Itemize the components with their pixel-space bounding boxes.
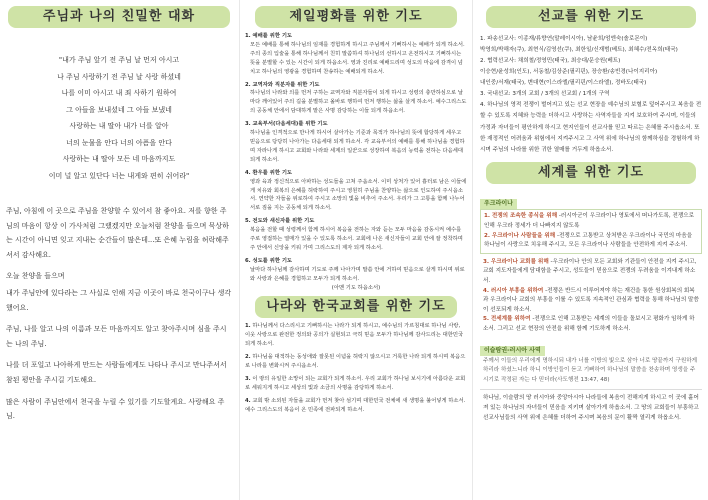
- nation-prayer-number: 4.: [245, 397, 251, 404]
- nation-prayer-item: [245, 397, 467, 415]
- devotion-title: 주님과 나의 친밀한 대화: [8, 6, 230, 28]
- prayer-item-body: 모든 예배를 통해 하나님의 임재를 경험하게 하시고 주님께서 기뻐하시는 예배가 되게 하소서. 주의 종의 입술을 통해 하나님께서 친히 말씀하셔 하나님의 선하시고 온전하시고 기뻐하시는 뜻을 분별할 수 있는 시간이 되게 하옵소서. 영과 진리로 예배드리며 성도의 마음에 감격이 넘치고 하나님의 영광을 경험하며 찬송하는 예배되게 하소서.: [250, 41, 465, 75]
- nation-prayer-item: [245, 375, 467, 393]
- ukraine-prayer-heading: 우크라이나 교회를 위해: [490, 258, 549, 265]
- prayer-item-body: 하나님의 나라와 의를 먼저 구하는 교역자와 직분자들이 되게 하시고 성령의 충만하심으로 날마다 깨어있어 주의 길을 분별하고 올바로 행하여 먼저 행하는 삶을 살게 하소서. 예수그리스도의 공동체 안에서 담대하게 맡은 사명 감당하는 이들 되게 하옵소서.: [250, 90, 467, 115]
- column-divider: [239, 0, 240, 500]
- nation-prayer-body: 교회 밖 소외된 자들을 교회가 먼저 찾아 섬기며 대한민국 전체에 새 생명을 불어넣게 하소서. 예수 그리스도의 복음이 온 민족에 전파되게 하소서.: [245, 397, 466, 413]
- lyric-line: 나 주님 사랑하기 전 주님 날 사랑 하셨네: [57, 72, 181, 81]
- lyric-line: 너의 눈물을 안다 너의 아픔을 안다: [66, 138, 172, 147]
- mission-line: 3. 국내선교: 3개의 교회 / 3개의 선교회 / 1개의 구역: [480, 91, 610, 97]
- ukraine-prayer-text: -전쟁으로 인해 고통받는 세계의 이들을 돌보시고 평화가 임하게 하소서. 그리고 선교 현장의 안전을 위해 함께 기도하게 하소서.: [483, 316, 695, 333]
- ukraine-prayer-text: -러시아군이 우크라이나 영토에서 떠나가도록, 전쟁으로 인해 우크라 정세가 더 나빠지지 않도록: [484, 213, 695, 230]
- prayer-item: [245, 32, 467, 77]
- ukraine-prayer-plain: [480, 256, 702, 337]
- prayer-item-title: 4. 환우를 위한 기도: [245, 169, 293, 176]
- nation-prayer-body: 하나님께서 다스리시고 기뻐하시는 나라가 되게 하시고, 예수님의 가르침대로 하나님 사랑, 이웃 사랑으로 완전한 정의와 공의가 실현되고 극히 믿음 모두가 하나님께 감사드리는 대한민국 되게 하소서.: [245, 323, 464, 348]
- lyrics-block: [6, 52, 232, 184]
- ukraine-prayer-item: [483, 258, 699, 287]
- prayer-item-body: 영과 육과 정신적으로 아파하는 성도들을 고쳐 주옵소서. 이미 상처가 있어 흉터로 남은 이들에게 치유와 회복의 은혜를 허락하여 주시고 영원히 주님을 찬양하는 삶으로 인도하여 주시옵소서. 연약한 자들을 위로하여 주시고 소망의 빛을 비추어 주소서. 우리가 그 고통을 함께 나누어 서로 짐을 지는 공동체 되게 하소서.: [250, 178, 467, 212]
- prayer-item: [245, 257, 467, 293]
- lyric-line: 사랑하는 내 딸아 내가 너를 알아: [69, 122, 169, 130]
- ukraine-prayer-box: [480, 209, 702, 253]
- scripture-verse: 주께서 이들의 우리에게 명하시되 내가 너를 이방의 빛으로 삼아 너로 땅끝까지 구원하게 하리라 하셨느니라 하니 이방인들이 듣고 기뻐하여 하나님의 말씀을 찬송하며 영생을 주시기로 작정된 자는 다 믿더라(사도행전 13:47, 48): [483, 357, 698, 383]
- nation-prayer-number: 1.: [245, 323, 251, 330]
- nation-prayer-item: [245, 353, 467, 371]
- devotion-paragraph: 오늘 찬양을 들으며: [6, 272, 65, 281]
- ukraine-prayer-text: -전쟁으로 고통받고 상처받은 우크라이나 국민의 마음을 하나님이 사랑으로 치유해 주시고, 모든 우크라이나 사람들을 안전하게 지켜 주소서.: [484, 232, 693, 249]
- ukraine-prayer-text: -우크라이나 안의 모든 교회와 기관들이 안전을 지켜 주시고, 교회 지도자들에게 담대함을 주시고, 성도들이 믿음으로 전쟁의 두려움을 이겨내게 하소서.: [483, 258, 697, 285]
- ukraine-prayer-text: -전쟁은 반드시 이루어져야 하는 재건을 통한 원상회복의 회복과 우크라이나 교회의 부흥을 이룰 수 있도록 지속적인 관심과 협력을 통해 하나님의 말씀이 선포되게 하소서.: [483, 287, 699, 313]
- lyric-line: 나를 이미 아시고 내 죄 사하기 원하여: [61, 89, 177, 97]
- prayer-item: [245, 169, 467, 214]
- mission-line: 4. 하나님의 영적 전쟁이 벌어지고 있는 선교 현장을 예수님의 보혈로 덮어주시고 복음을 전할 수 있도록 지혜와 능력을 더하시고 사랑하는 사역자들을 지켜 보호하여 주시며, 이들의 가정과 자녀들이 평안하게 하시고 현지인들이 선교사를 믿고 따르는 은혜를 주시옵소서. 또한 재정적인 어려움과 위험에서 지켜주시고 그 사역 위에 하나님의 함께하심을 경험하게 하시며 주님의 나라를 위한 귀한 열매를 거두게 하옵소서.: [480, 102, 702, 154]
- devotion-paragraph: 많은 사람이 주님안에서 천국을 누릴 수 있기를 기도할게요. 사랑해요 주님.: [6, 397, 225, 421]
- mission-line: 박영희/박해자(쿠), 최현식/김영선(쿠), 최한일/신재범(베트), 최혜수/전옥희(태국): [480, 47, 678, 53]
- ukraine-prayer-heading: 러시아 부흥을 위하여: [490, 287, 544, 294]
- nation-prayer-item: [245, 322, 467, 349]
- ukraine-prayer-item: [484, 232, 698, 251]
- devotion-paragraph: 주님, 아침에 이 곳으로 주님을 찬양할 수 있어서 참 좋아요. 저를 향한 주님의 마음이 항상 이 가사처럼 그랬겠지만 오늘처럼 찬양을 들으며 묵상하는 시간이 아니면 잊고 지내는 순간들이 많은데...또 은혜 누림을 허락해주셔서 감사해요.: [6, 207, 229, 259]
- nation-prayer-section: [245, 296, 467, 414]
- mission-line: 1. 파송선교사: 이종재/류향연(말레이시아), 남윤희/엄엔숙(솔로몬이): [480, 36, 648, 42]
- mission-prayer-title: 선교를 위한 기도: [486, 6, 696, 28]
- lyric-line: 그 아들을 보내셨네 그 아들 보냈네: [66, 105, 172, 114]
- prayer-item-title: 5. 전도와 새신자를 위한 기도: [245, 218, 315, 225]
- ukraine-prayer-number: 1.: [484, 213, 491, 220]
- ukraine-prayer-number: 3.: [483, 258, 490, 265]
- devotion-paragraph: 주님, 나를 알고 나의 이름과 모든 마음까지도 알고 찾아주시며 심을 주시는 나의 주님.: [6, 325, 227, 348]
- church-prayer-column: [241, 0, 471, 500]
- prayer-item: [245, 217, 467, 253]
- ukraine-prayer-heading: 우크라이나 사람들을 위해: [491, 232, 556, 239]
- prayer-item-body: 복음을 전할 때 성령께서 함께 하시어 복음을 전하는 자와 듣는 모두 마음을 감동시켜 예수를 주로 영접하는 열매가 있을 수 있도록 하소서. 교회에 나온 새신자들이 교회 안에 잘 정착하며 주 안에서 신앙을 키워 가며 그리스도의 제자 되게 하소서.: [250, 227, 463, 251]
- prayer-item-body: 하나님을 인격적으로 만나게 하시어 살아가는 기준과 목적가 하나님의 뜻에 합당하게 세우고 믿음으로 당당히 나아가는 다음세대 되게 하소서. 각 교육부서의 예배를 통해 하나님을 경험하며 자라나게 하시고 교회와 나라와 세계의 일꾼으로 성장하여 복음의 능력을 전하는 다음세대 되게 하소서.: [250, 130, 465, 163]
- lyric-line: "내가 주님 앞기 전 주님 날 먼저 아시고: [58, 56, 180, 64]
- nation-prayer-number: 3.: [245, 376, 251, 382]
- nation-prayer-title: 나라와 한국교회를 위한 기도: [255, 296, 457, 318]
- ukraine-prayer-item: [483, 287, 699, 316]
- prayer-item-title: 6. 성도를 위한 기도: [245, 257, 293, 264]
- israel-russia-label: 이슬람권-러시아 사역: [480, 346, 545, 356]
- column-divider: [472, 0, 473, 500]
- prayer-item: [245, 81, 467, 117]
- ukraine-prayer-heading: 전쟁의 조속한 종식을 위해: [491, 213, 558, 220]
- lyric-line: 이미 널 알고 있단다 너는 내게와 편히 쉬어라": [48, 171, 190, 180]
- ukraine-prayer-number: 4.: [483, 287, 490, 294]
- church-prayer-title: 제일평화를 위한 기도: [255, 6, 457, 28]
- lyric-line: 사랑하는 내 딸아 모든 네 마음까지도: [62, 155, 176, 163]
- prayer-item-title: 3. 교육부서(다음세대)를 위한 기도: [245, 121, 328, 128]
- world-prayer-title: 세계를 위한 기도: [486, 162, 696, 184]
- devotion-column: [0, 0, 238, 500]
- prayer-item-title: 1. 예배를 위한 기도: [245, 33, 293, 39]
- nation-prayer-number: 2.: [245, 354, 251, 361]
- closing-prayer: 하나님, 이슬람의 땅 러시아와 중앙아시아 나라들에 복음이 전해지게 하시고 이 곳에 흩어져 있는 하나님의 자녀들이 믿음을 지키며 살아가게 하옵소서. 그 땅의 교회들이 부흥하고 선교사님들의 사역 위에 은혜를 더하여 주시며 복음의 문이 활짝 열리게 하옵소서.: [480, 389, 702, 423]
- ukraine-prayer-number: 5.: [483, 316, 490, 323]
- prayer-item-title: 2. 교역자와 직분자를 위한 기도: [245, 81, 320, 88]
- mission-world-column: [474, 0, 708, 500]
- nation-prayer-body: 이 땅의 유일한 소망이 되는 교회가 되게 하소서. 우리 교회가 하나님 보시기에 아름다운 교회로 세워지게 하시고 세상의 빛과 소금의 사명을 감당하게 하소서.: [245, 376, 466, 391]
- mission-line: 이승현/윤성희(인도), 서동철/김상준(필리핀), 장승환/송빈경(나이지리아): [480, 69, 658, 75]
- prayer-closing: (아멘 기도 하옵소서): [331, 284, 381, 291]
- devotion-paragraph: 내가 주님안에 있다라는 그 사실로 인해 지금 이곳이 바로 천국이구나 생각했어요.: [6, 288, 232, 312]
- mission-line: 내인중/서재(태국), 변대현(이스라엘/필리핀/이스라엘), 정바도(태국): [480, 80, 647, 86]
- nation-prayer-body: 하나님을 대적하는 동성애와 잘못된 이념을 허락지 않으시고 거룩한 나라 되게 하시며 복음으로 나라를 변화시켜 주시옵소서.: [245, 354, 466, 370]
- prayer-item-body: 날마다 하나님께 감사하며 기도로 주께 나아가며 말씀 안에 거하여 믿음으로 살게 하시며 위로와 사랑과 은혜를 경험하고 모두가 되게 하소서.: [250, 266, 465, 282]
- prayer-item: [245, 120, 467, 165]
- mission-list: [480, 34, 702, 156]
- ukraine-prayer-number: 2.: [484, 232, 491, 239]
- ukraine-prayer-item: [484, 212, 698, 231]
- mission-line: 2. 협력선교사: 채희철/정영민(태국), 최승대/문승원(베트): [480, 58, 621, 64]
- ukraine-prayer-heading: 전세계를 위하여: [490, 316, 531, 323]
- ukraine-label: 우크라이나: [480, 199, 517, 209]
- devotion-paragraph: 나를 더 포일고 나아하게 만드는 사람들에게도 나타나 주시고 만나주셔서 참된 평안을 주시길 기도해요.: [6, 361, 227, 384]
- ukraine-prayer-item: [483, 315, 699, 334]
